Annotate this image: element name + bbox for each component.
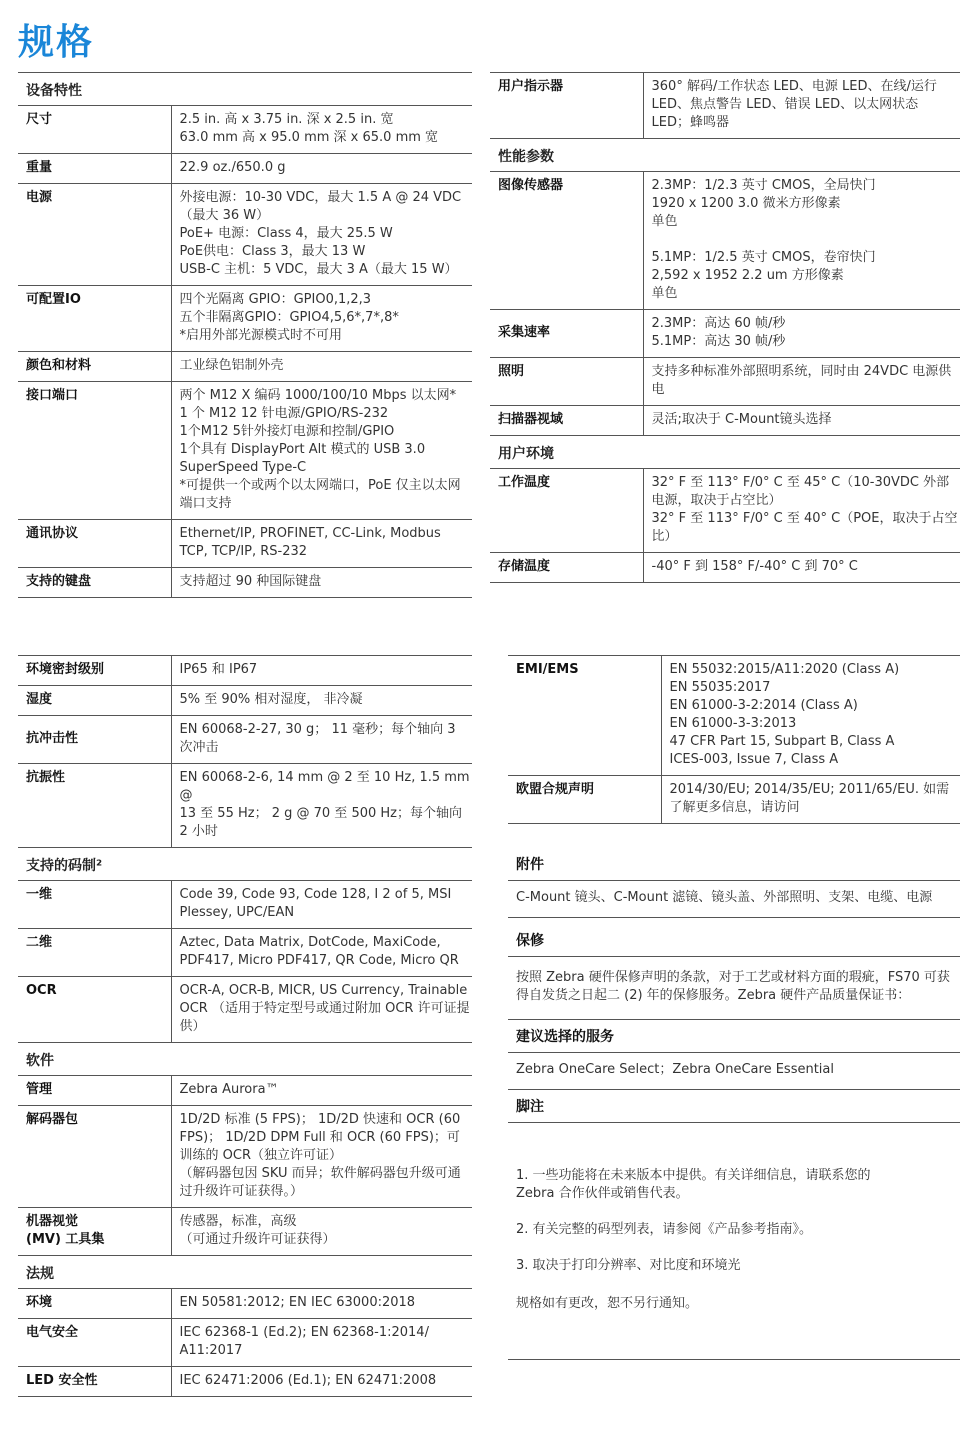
table-row (490, 172, 960, 310)
services-heading: 建议选择的服务 (508, 1020, 960, 1053)
spec-value: 灵活;取决于 C-Mount镜头选择 (643, 406, 960, 436)
table-row (18, 106, 472, 154)
spec-label: 一维 (18, 881, 171, 929)
spec-label: 管理 (18, 1076, 171, 1106)
spec-label: 湿度 (18, 686, 171, 716)
spec-label: 电气安全 (18, 1319, 171, 1367)
spec-value: IEC 62368-1 (Ed.2); EN 62368-1:2014/ A11:2017 (171, 1319, 472, 1367)
spec-value: EN 55032:2015/A11:2020 (Class A) EN 55035:2017 EN 61000-3-2:2014 (Class A) EN 61000-3-3:2013 47 CFR Part 15, Subpart B, Class A ICES-003, Issue 7, Class A (661, 656, 960, 776)
table-row (490, 553, 960, 583)
compliance-table (508, 655, 960, 824)
spec-value: 工业绿色铝制外壳 (171, 352, 472, 382)
table-row (490, 406, 960, 436)
spec-label: 抗冲击性 (18, 716, 171, 764)
spec-value: 外接电源：10-30 VDC，最大 1.5 A @ 24 VDC（最大 36 W） PoE+ 电源：Class 4，最大 25.5 W PoE供电：Class 3，最大 13 W USB-C 主机：5 VDC，最大 3 A（最大 15 W） (171, 184, 472, 286)
spec-value: IEC 62471:2006 (Ed.1); EN 62471:2008 (171, 1367, 472, 1397)
page-title: 规格 (18, 22, 95, 63)
spec-value: 2.3MP：1/2.3 英寸 CMOS，全局快门 1920 x 1200 3.0 微米方形像素 单色 5.1MP：1/2.5 英寸 CMOS，卷帘快门 2,592 x 1952 2.2 um 方形像素 单色 (643, 172, 960, 310)
table-row (18, 382, 472, 520)
spec-value: Ethernet/IP, PROFINET, CC-Link, Modbus TCP, TCP/IP, RS-232 (171, 520, 472, 568)
device-features-table (18, 72, 472, 598)
table-row (508, 776, 960, 824)
warranty-heading: 保修 (508, 924, 960, 957)
spec-value: 360° 解码/工作状态 LED、电源 LED、在线/运行 LED、焦点警告 LED、错误 LED、以太网状态 LED；蜂鸣器 (643, 73, 960, 139)
spec-label: 接口端口 (18, 382, 171, 520)
spec-value: 2014/30/EU; 2014/35/EU; 2011/65/EU. 如需了解更多信息，请访问 (661, 776, 960, 824)
spec-label: 照明 (490, 358, 643, 406)
table-row (18, 1208, 472, 1256)
spec-label: 重量 (18, 154, 171, 184)
table-row (18, 656, 472, 686)
spec-label: 图像传感器 (490, 172, 643, 310)
spec-label: EMI/EMS (508, 656, 661, 776)
table-row (18, 686, 472, 716)
footnote-1: 1. 一些功能将在未来版本中提供。有关详细信息，请联系您的 Zebra 合作伙伴或销售代表。 (516, 1168, 871, 1201)
table-row (18, 1367, 472, 1397)
spec-label: 尺寸 (18, 106, 171, 154)
table-row (18, 352, 472, 382)
spec-label: 欧盟合规声明 (508, 776, 661, 824)
table-row (18, 184, 472, 286)
spec-label: 用户指示器 (490, 73, 643, 139)
spec-label: 解码器包 (18, 1106, 171, 1208)
section-device-features: 设备特性 (18, 73, 472, 106)
spec-label: OCR (18, 977, 171, 1043)
table-row (18, 1076, 472, 1106)
notice-text: 规格如有更改，恕不另行通知。 (516, 1296, 699, 1311)
spec-label: 颜色和材料 (18, 352, 171, 382)
table-row (18, 154, 472, 184)
table-row (18, 881, 472, 929)
spec-value: EN 60068-2-6, 14 mm @ 2 至 10 Hz, 1.5 mm @ 13 至 55 Hz； 2 g @ 70 至 500 Hz；每个轴向 2 小时 (171, 764, 472, 848)
spec-label: 采集速率 (490, 310, 643, 358)
section-user-environment: 用户环境 (490, 436, 960, 469)
spec-value: OCR-A, OCR-B, MICR, US Currency, Trainable OCR （适用于特定型号或通过附加 OCR 许可证提供） (171, 977, 472, 1043)
table-row (18, 929, 472, 977)
table-row (18, 1106, 472, 1208)
spec-label: 工作温度 (490, 469, 643, 553)
right-info-blocks (508, 848, 960, 1360)
footnote-2: 2. 有关完整的码型列表，请参阅《产品参考指南》。 (516, 1222, 813, 1237)
section-regulatory: 法规 (18, 1256, 472, 1289)
table-row (490, 469, 960, 553)
table-row (18, 977, 472, 1043)
table-row (18, 764, 472, 848)
spec-label: 支持的键盘 (18, 568, 171, 598)
section-performance: 性能参数 (490, 139, 960, 172)
spec-value: 2.5 in. 高 x 3.75 in. 深 x 2.5 in. 宽 63.0 mm 高 x 95.0 mm 深 x 65.0 mm 宽 (171, 106, 472, 154)
table-row (18, 520, 472, 568)
spec-label: 存储温度 (490, 553, 643, 583)
table-row (18, 286, 472, 352)
spec-value: EN 60068-2-27, 30 g； 11 毫秒；每个轴向 3 次冲击 (171, 716, 472, 764)
spec-value: IP65 和 IP67 (171, 656, 472, 686)
table-row (490, 310, 960, 358)
accessories-text: C-Mount 镜头、C-Mount 滤镜、镜头盖、外部照明、支架、电缆、电源 (508, 881, 960, 918)
spec-value: Aztec, Data Matrix, DotCode, MaxiCode, PDF417, Micro PDF417, QR Code, Micro QR (171, 929, 472, 977)
spec-label: 电源 (18, 184, 171, 286)
environment-table (18, 655, 472, 1397)
table-row (508, 656, 960, 776)
performance-table (490, 72, 960, 583)
spec-value: 支持多种标准外部照明系统，同时由 24VDC 电源供电 (643, 358, 960, 406)
table-row (18, 1289, 472, 1319)
spec-value: 32° F 至 113° F/0° C 至 45° C（10-30VDC 外部电源，取决于占空比） 32° F 至 113° F/0° C 至 40° C（POE，取决于占空比） (643, 469, 960, 553)
warranty-text: 按照 Zebra 硬件保修声明的条款，对于工艺或材料方面的瑕疵，FS70 可获得自发货之日起二 (2) 年的保修服务。Zebra 硬件产品质量保证书： (508, 957, 960, 1020)
spec-label: 抗振性 (18, 764, 171, 848)
spec-value: 5% 至 90% 相对湿度， 非冷凝 (171, 686, 472, 716)
spec-label: 可配置IO (18, 286, 171, 352)
spec-value: Zebra Aurora™ (171, 1076, 472, 1106)
accessories-heading: 附件 (508, 848, 960, 881)
spec-value: EN 50581:2012; EN IEC 63000:2018 (171, 1289, 472, 1319)
spec-value: Code 39, Code 93, Code 128, I 2 of 5, MSI Plessey, UPC/EAN (171, 881, 472, 929)
spec-label: 环境密封级别 (18, 656, 171, 686)
spec-value: 四个光隔离 GPIO：GPIO0,1,2,3 五个非隔离GPIO：GPIO4,5,6*,7*,8* *启用外部光源模式时不可用 (171, 286, 472, 352)
spec-value: 2.3MP：高达 60 帧/秒 5.1MP：高达 30 帧/秒 (643, 310, 960, 358)
spec-value: 支持超过 90 种国际键盘 (171, 568, 472, 598)
section-symbologies: 支持的码制² (18, 848, 472, 881)
footnotes-body (508, 1123, 960, 1360)
table-row (18, 568, 472, 598)
table-row (18, 1319, 472, 1367)
section-software: 软件 (18, 1043, 472, 1076)
spec-value: 22.9 oz./650.0 g (171, 154, 472, 184)
spec-value: -40° F 到 158° F/-40° C 到 70° C (643, 553, 960, 583)
spec-value: 两个 M12 X 编码 1000/100/10 Mbps 以太网* 1 个 M12 12 针电源/GPIO/RS-232 1个M12 5针外接灯电源和控制/GPIO 1个具有 DisplayPort Alt 模式的 USB 3.0 SuperSpeed Type-C *可提供一个或两个以太网端口，PoE 仅主以太网端口支持 (171, 382, 472, 520)
table-row (18, 716, 472, 764)
services-text: Zebra OneCare Select；Zebra OneCare Essential (508, 1053, 960, 1090)
spec-label: 二维 (18, 929, 171, 977)
footnotes-heading: 脚注 (508, 1090, 960, 1123)
spec-value: 1D/2D 标准 (5 FPS)； 1D/2D 快速和 OCR (60 FPS)； 1D/2D DPM Full 和 OCR (60 FPS)；可训练的 OCR（独立许可证） （解码器包因 SKU 而异；软件解码器包升级可通过升级许可证获得。） (171, 1106, 472, 1208)
spec-label: LED 安全性 (18, 1367, 171, 1397)
spec-label: 通讯协议 (18, 520, 171, 568)
spec-label: 扫描器视域 (490, 406, 643, 436)
table-row (490, 73, 960, 139)
spec-label: 环境 (18, 1289, 171, 1319)
spec-label: 机器视觉 (MV) 工具集 (18, 1208, 171, 1256)
table-row (490, 358, 960, 406)
spec-value: 传感器，标准，高级 （可通过升级许可证获得） (171, 1208, 472, 1256)
footnote-3: 3. 取决于打印分辨率、对比度和环境光 (516, 1258, 741, 1273)
